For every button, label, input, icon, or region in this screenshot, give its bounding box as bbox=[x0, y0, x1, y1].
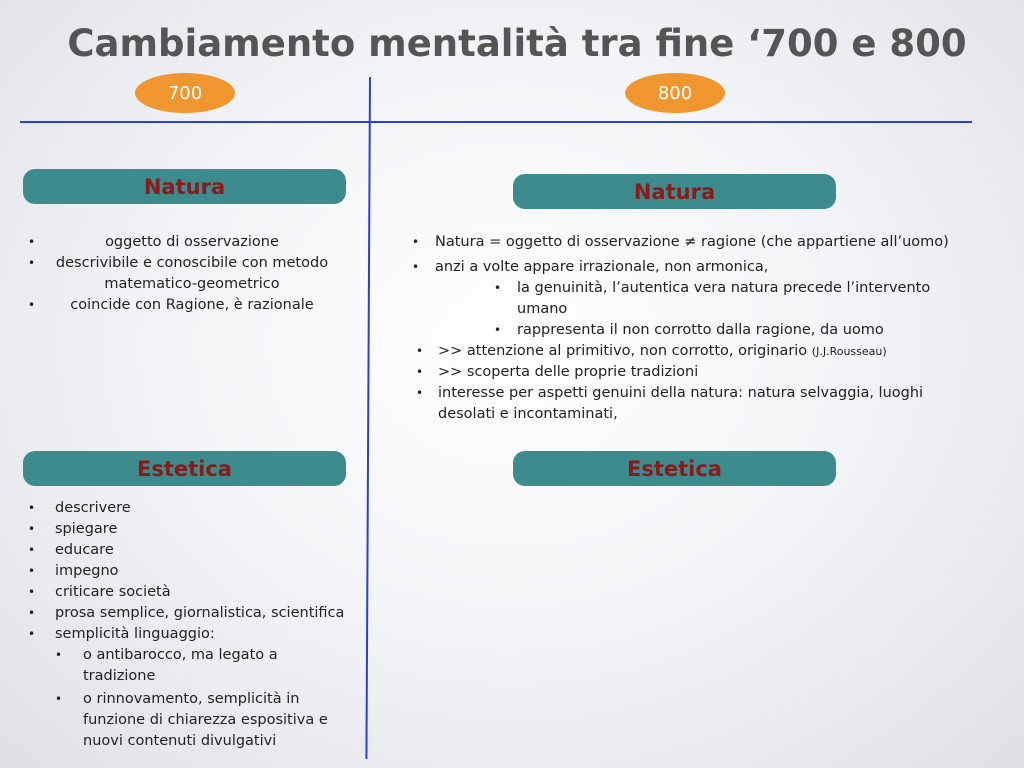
left-estetica-heading: Estetica bbox=[23, 451, 346, 486]
sub-list-item-continuation: tradizione bbox=[83, 668, 156, 684]
list-item: • educare bbox=[28, 542, 114, 558]
list-item: • coincide con Ragione, è razionale bbox=[28, 297, 314, 313]
right-natura-list bbox=[410, 232, 1010, 425]
vertical-divider bbox=[365, 77, 371, 759]
list-item: • anzi a volte appare irrazionale, non armonica, bbox=[412, 259, 769, 275]
sub-list-item-continuation: umano bbox=[517, 301, 568, 317]
right-natura-heading: Natura bbox=[513, 174, 836, 209]
left-natura-list bbox=[22, 232, 352, 316]
list-item: • prosa semplice, giornalistica, scientifica bbox=[28, 605, 345, 621]
slide-title: Cambiamento mentalità tra fine ‘700 e 800 bbox=[67, 22, 967, 65]
right-estetica-heading: Estetica bbox=[513, 451, 836, 486]
list-item-continuation: matematico-geometrico bbox=[104, 276, 280, 292]
list-item-continuation: desolati e incontaminati, bbox=[438, 406, 618, 422]
list-item: • impegno bbox=[28, 563, 119, 579]
list-item: • oggetto di osservazione bbox=[28, 234, 279, 250]
year-800-badge: 800 bbox=[625, 73, 725, 113]
list-item: • criticare società bbox=[28, 584, 171, 600]
list-item: • semplicità linguaggio: bbox=[28, 626, 215, 642]
sub-list-item: • la genuinità, l’autentica vera natura precede l’intervento bbox=[494, 280, 931, 296]
left-natura-heading: Natura bbox=[23, 169, 346, 204]
list-item: • descrivibile e conoscibile con metodo bbox=[28, 255, 329, 271]
list-item: • >> scoperta delle proprie tradizioni bbox=[416, 364, 699, 380]
sub-list-item: • o rinnovamento, semplicità in bbox=[55, 691, 300, 707]
year-700-badge: 700 bbox=[135, 73, 235, 113]
horizontal-divider bbox=[20, 121, 972, 123]
left-estetica-list bbox=[28, 498, 358, 752]
sub-list-item-continuation: funzione di chiarezza espositiva e bbox=[83, 712, 328, 728]
list-item: • interesse per aspetti genuini della natura: natura selvaggia, luoghi bbox=[416, 385, 924, 401]
sub-list-item-continuation: nuovi contenuti divulgativi bbox=[83, 733, 277, 749]
list-item: • >> attenzione al primitivo, non corrotto, originario (J.J.Rousseau) bbox=[416, 343, 887, 359]
list-item: • descrivere bbox=[28, 500, 131, 516]
list-item: • spiegare bbox=[28, 521, 118, 537]
sub-list-item: • o antibarocco, ma legato a bbox=[55, 647, 278, 663]
list-item: • Natura = oggetto di osservazione ≠ ragione (che appartiene all’uomo) bbox=[412, 234, 949, 250]
sub-list-item: • rappresenta il non corrotto dalla ragione, da uomo bbox=[494, 322, 884, 338]
